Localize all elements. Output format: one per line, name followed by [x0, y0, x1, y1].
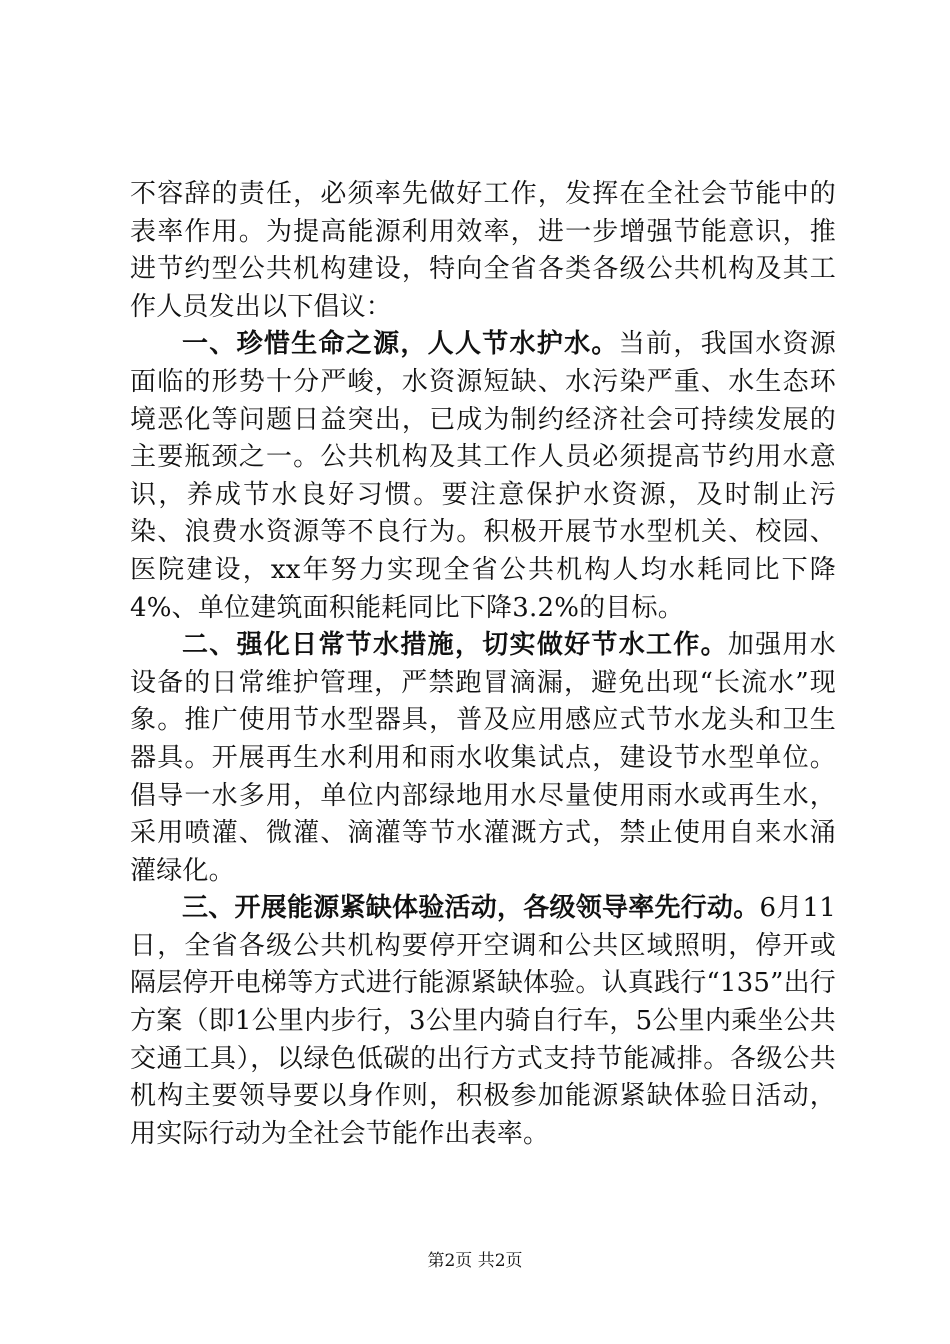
paragraph-intro-text: 不容辞的责任，必须率先做好工作，发挥在全社会节能中的表率作用。为提高能源利用效率，进一步增强节能意识，推进节约型公共机构建设，特向全省各类各级公共机构及其工作人员发出以下倡议：	[130, 179, 836, 322]
page-number-label: 第2页 共2页	[427, 1251, 523, 1271]
paragraph-2-heading: 二、强化日常节水措施，切实做好节水工作。	[182, 630, 728, 661]
paragraph-1	[130, 326, 836, 627]
paragraph-1-text: 当前，我国水资源面临的形势十分严峻，水资源短缺、水污染严重、水生态环境恶化等问题日益突出，已成为制约经济社会可持续发展的主要瓶颈之一。公共机构及其工作人员必须提高节约用水意识，养成节水良好习惯。要注意保护水资源，及时制止污染、浪费水资源等不良行为。积极开展节水型机关、校园、医院建设，xx年努力实现全省公共机构人均水耗同比下降4%、单位建筑面积能耗同比下降3.2%的目标。	[130, 329, 837, 623]
page-footer	[0, 1246, 950, 1271]
paragraph-intro	[130, 176, 836, 326]
paragraph-3-heading: 三、开展能源紧缺体验活动，各级领导率先行动。	[182, 893, 760, 924]
paragraph-3	[130, 890, 836, 1153]
document-body	[130, 176, 836, 1153]
paragraph-2-text: 加强用水设备的日常维护管理，严禁跑冒滴漏，避免出现“长流水”现象。推广使用节水型器具，普及应用感应式节水龙头和卫生器具。开展再生水利用和雨水收集试点，建设节水型单位。倡导一水多用，单位内部绿地用水尽量使用雨水或再生水，采用喷灌、微灌、滴灌等节水灌溉方式，禁止使用自来水涌灌绿化。	[130, 630, 836, 886]
paragraph-2	[130, 627, 836, 890]
paragraph-3-text: 6月11日，全省各级公共机构要停开空调和公共区域照明，停开或隔层停开电梯等方式进行能源紧缺体验。认真践行“135”出行方案（即1公里内步行，3公里内骑自行车，5公里内乘坐公共交通工具），以绿色低碳的出行方式支持节能减排。各级公共机构主要领导要以身作则，积极参加能源紧缺体验日活动，用实际行动为全社会节能作出表率。	[130, 893, 837, 1149]
paragraph-1-heading: 一、珍惜生命之源，人人节水护水。	[182, 329, 619, 360]
